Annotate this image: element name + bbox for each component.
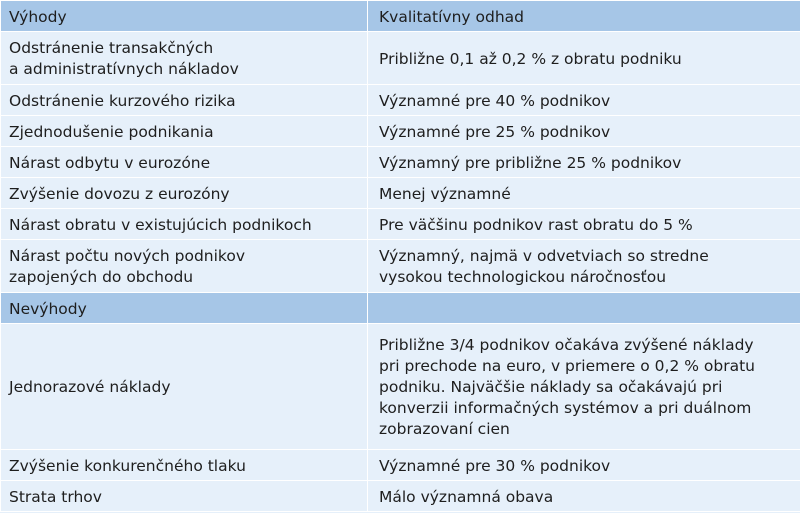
estimate-header: Kvalitatívny odhad — [368, 1, 800, 32]
row-value-line: Významné pre 25 % podnikov — [379, 122, 611, 141]
row-value — [368, 85, 800, 116]
table-row — [1, 32, 800, 85]
row-value — [368, 32, 800, 85]
row-value-line: Významné pre 40 % podnikov — [379, 91, 611, 110]
row-value-line: Významné pre 30 % podnikov — [379, 456, 611, 475]
row-value-line: Menej významné — [379, 184, 511, 203]
row-value — [368, 116, 800, 147]
row-label — [1, 147, 368, 178]
row-label-line: Strata trhov — [9, 487, 102, 506]
row-label — [1, 450, 368, 481]
table-row — [1, 178, 800, 209]
row-value-line: Približne 3/4 podnikov očakáva zvýšené náklady — [379, 336, 754, 354]
table-row — [1, 85, 800, 116]
row-label — [1, 481, 368, 512]
row-value-line: zobrazovaní cien — [379, 420, 510, 438]
row-value-line: podniku. Najväčšie náklady sa očakávajú pri — [379, 378, 723, 396]
advantages-header-row — [1, 1, 800, 32]
row-label-line: Odstránenie transakčných — [9, 39, 214, 57]
advantages-header: Výhody — [1, 1, 368, 32]
disadvantages-header-row — [1, 293, 800, 324]
row-value — [368, 324, 800, 450]
row-label-line: zapojených do obchodu — [9, 268, 194, 286]
table-row — [1, 324, 800, 450]
row-label — [1, 116, 368, 147]
row-value — [368, 450, 800, 481]
row-value-line: Približne 0,1 až 0,2 % z obratu podniku — [379, 49, 682, 68]
row-label — [1, 209, 368, 240]
row-value — [368, 178, 800, 209]
row-label-line: Nárast počtu nových podnikov — [9, 247, 246, 265]
row-value — [368, 240, 800, 293]
disadvantages-header-empty — [368, 293, 800, 324]
table-row — [1, 116, 800, 147]
row-value — [368, 481, 800, 512]
row-label-line: Zvýšenie dovozu z eurozóny — [9, 184, 230, 203]
row-label — [1, 85, 368, 116]
row-label-line: Zvýšenie konkurenčného tlaku — [9, 456, 246, 475]
row-label-line: Nárast odbytu v eurozóne — [9, 153, 211, 172]
row-value-line: Pre väčšinu podnikov rast obratu do 5 % — [379, 215, 693, 234]
disadvantages-header: Nevýhody — [1, 293, 368, 324]
table-row — [1, 147, 800, 178]
row-value-line: Významný, najmä v odvetviach so stredne — [379, 247, 709, 265]
row-label-line: a administratívnych nákladov — [9, 60, 239, 78]
row-value-line: vysokou technologickou náročnosťou — [379, 268, 667, 286]
row-value-line: pri prechode na euro, v priemere o 0,2 % obratu — [379, 357, 755, 375]
row-value — [368, 209, 800, 240]
row-label-line: Jednorazové náklady — [9, 378, 171, 396]
row-value-line: Málo významná obava — [379, 487, 554, 506]
row-label-line: Zjednodušenie podnikania — [9, 122, 214, 141]
row-value-line: Významný pre približne 25 % podnikov — [379, 153, 682, 172]
row-value-line: konverzii informačných systémov a pri duálnom — [379, 399, 752, 417]
row-label — [1, 324, 368, 450]
table-row — [1, 450, 800, 481]
row-label — [1, 32, 368, 85]
table-row — [1, 209, 800, 240]
row-label — [1, 178, 368, 209]
row-label — [1, 240, 368, 293]
row-label-line: Odstránenie kurzového rizika — [9, 91, 236, 110]
table-row — [1, 240, 800, 293]
row-value — [368, 147, 800, 178]
row-label-line: Nárast obratu v existujúcich podnikoch — [9, 215, 312, 234]
table-row — [1, 481, 800, 512]
